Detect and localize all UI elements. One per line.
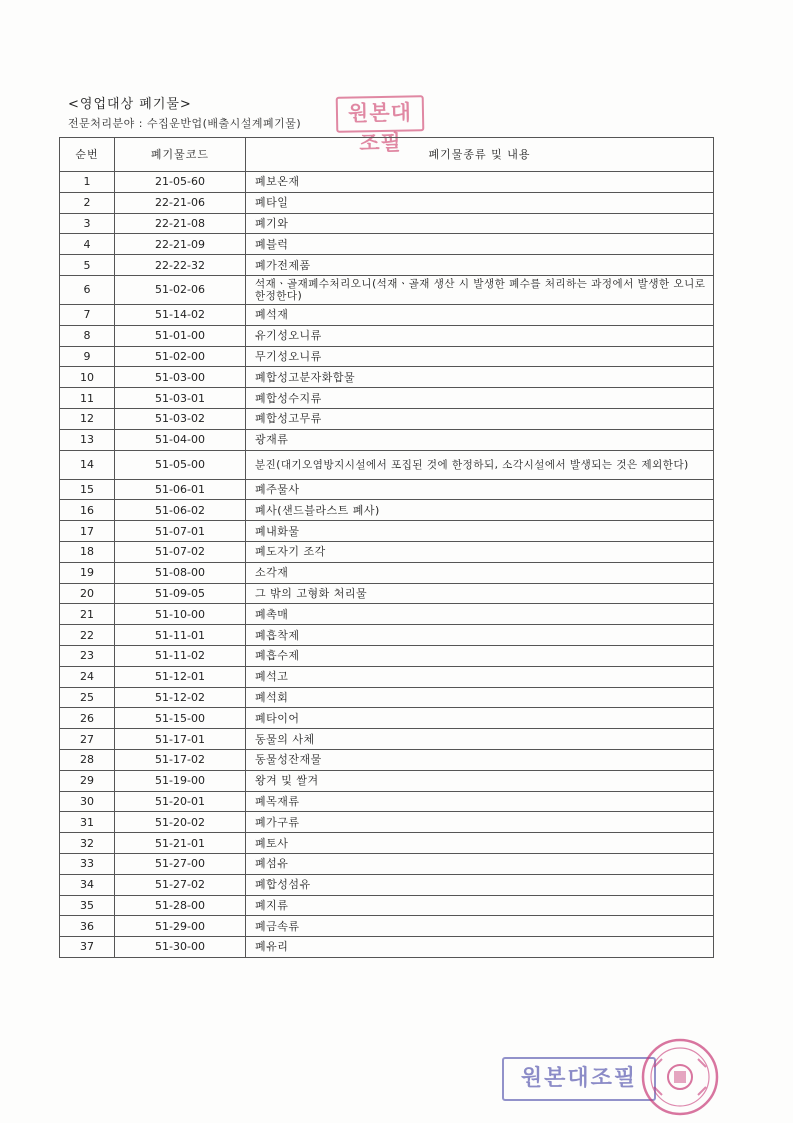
row-number: 24 — [60, 666, 115, 687]
waste-description: 폐촉매 — [246, 604, 714, 625]
row-number: 37 — [60, 937, 115, 958]
table-row — [60, 213, 714, 234]
waste-description: 동물의 사체 — [246, 729, 714, 750]
waste-code: 51-12-01 — [115, 666, 246, 687]
row-number: 31 — [60, 812, 115, 833]
table-row — [60, 255, 714, 276]
waste-code: 51-04-00 — [115, 429, 246, 450]
table-row — [60, 346, 714, 367]
waste-description: 광재류 — [246, 429, 714, 450]
table-row — [60, 275, 714, 304]
waste-description: 폐가구류 — [246, 812, 714, 833]
table-row — [60, 583, 714, 604]
waste-code: 22-21-08 — [115, 213, 246, 234]
waste-code: 51-14-02 — [115, 304, 246, 325]
table-row — [60, 304, 714, 325]
waste-description: 폐섬유 — [246, 853, 714, 874]
table-row — [60, 234, 714, 255]
waste-code: 51-08-00 — [115, 562, 246, 583]
table-body — [60, 172, 714, 958]
row-number: 9 — [60, 346, 115, 367]
waste-description: 폐합성섬유 — [246, 874, 714, 895]
table-row — [60, 325, 714, 346]
waste-description: 폐합성고분자화합물 — [246, 367, 714, 388]
waste-code: 51-03-01 — [115, 388, 246, 409]
table-row — [60, 367, 714, 388]
waste-code: 51-03-00 — [115, 367, 246, 388]
certified-copy-stamp-top: 원본대조필 — [336, 95, 425, 133]
table-row — [60, 874, 714, 895]
waste-description: 폐석고 — [246, 666, 714, 687]
row-number: 13 — [60, 429, 115, 450]
waste-description: 폐석재 — [246, 304, 714, 325]
official-seal-icon — [640, 1037, 720, 1117]
row-number: 18 — [60, 541, 115, 562]
row-number: 12 — [60, 408, 115, 429]
row-number: 15 — [60, 479, 115, 500]
waste-description: 폐지류 — [246, 895, 714, 916]
waste-code: 51-30-00 — [115, 937, 246, 958]
waste-description: 폐합성수지류 — [246, 388, 714, 409]
table-row — [60, 791, 714, 812]
row-number: 6 — [60, 275, 115, 304]
waste-description: 폐석회 — [246, 687, 714, 708]
waste-code: 51-17-02 — [115, 749, 246, 770]
row-number: 32 — [60, 833, 115, 854]
row-number: 21 — [60, 604, 115, 625]
waste-description: 소각재 — [246, 562, 714, 583]
waste-code: 51-01-00 — [115, 325, 246, 346]
row-number: 19 — [60, 562, 115, 583]
waste-description: 폐금속류 — [246, 916, 714, 937]
waste-code: 51-09-05 — [115, 583, 246, 604]
row-number: 28 — [60, 749, 115, 770]
table-row — [60, 812, 714, 833]
waste-code: 51-21-01 — [115, 833, 246, 854]
waste-description: 동물성잔재물 — [246, 749, 714, 770]
waste-description: 폐흡수제 — [246, 645, 714, 666]
row-number: 1 — [60, 172, 115, 193]
table-row — [60, 521, 714, 542]
waste-description: 폐흡착제 — [246, 625, 714, 646]
waste-code: 51-03-02 — [115, 408, 246, 429]
waste-code: 51-17-01 — [115, 729, 246, 750]
waste-description: 폐내화물 — [246, 521, 714, 542]
table-row — [60, 666, 714, 687]
waste-description: 폐타이어 — [246, 708, 714, 729]
row-number: 26 — [60, 708, 115, 729]
table-row — [60, 625, 714, 646]
waste-code: 51-20-02 — [115, 812, 246, 833]
row-number: 3 — [60, 213, 115, 234]
waste-description: 폐보온재 — [246, 172, 714, 193]
waste-code: 51-10-00 — [115, 604, 246, 625]
table-row — [60, 479, 714, 500]
waste-code: 51-11-02 — [115, 645, 246, 666]
row-number: 10 — [60, 367, 115, 388]
waste-code: 51-02-00 — [115, 346, 246, 367]
row-number: 36 — [60, 916, 115, 937]
row-number: 5 — [60, 255, 115, 276]
row-number: 22 — [60, 625, 115, 646]
waste-description: 폐사(샌드블라스트 폐사) — [246, 500, 714, 521]
row-number: 4 — [60, 234, 115, 255]
waste-description: 석재ㆍ골재폐수처리오니(석재ㆍ골재 생산 시 발생한 폐수를 처리하는 과정에서 발생한 오니로 한정한다) — [246, 275, 714, 304]
table-row — [60, 604, 714, 625]
waste-description: 폐가전제품 — [246, 255, 714, 276]
row-number: 33 — [60, 853, 115, 874]
table-row — [60, 429, 714, 450]
header-waste-code: 폐기물코드 — [115, 138, 246, 172]
document-title: <영업대상 폐기물> — [68, 97, 192, 112]
table-row — [60, 687, 714, 708]
table-row — [60, 562, 714, 583]
row-number: 11 — [60, 388, 115, 409]
table-header-row — [60, 138, 714, 172]
table-row — [60, 408, 714, 429]
table-row — [60, 172, 714, 193]
row-number: 34 — [60, 874, 115, 895]
waste-code: 51-19-00 — [115, 770, 246, 791]
row-number: 23 — [60, 645, 115, 666]
waste-code: 51-02-06 — [115, 275, 246, 304]
waste-description: 폐타일 — [246, 192, 714, 213]
waste-code: 51-27-02 — [115, 874, 246, 895]
waste-code: 51-11-01 — [115, 625, 246, 646]
table-row — [60, 388, 714, 409]
row-number: 2 — [60, 192, 115, 213]
waste-code: 51-06-02 — [115, 500, 246, 521]
waste-description: 유기성오니류 — [246, 325, 714, 346]
waste-code: 21-05-60 — [115, 172, 246, 193]
table-row — [60, 895, 714, 916]
table-row — [60, 708, 714, 729]
waste-code: 51-07-02 — [115, 541, 246, 562]
waste-description: 분진(대기오염방지시설에서 포집된 것에 한정하되, 소각시설에서 발생되는 것은 제외한다) — [246, 450, 714, 479]
row-number: 8 — [60, 325, 115, 346]
table-row — [60, 916, 714, 937]
row-number: 35 — [60, 895, 115, 916]
row-number: 14 — [60, 450, 115, 479]
row-number: 20 — [60, 583, 115, 604]
table-row — [60, 749, 714, 770]
row-number: 25 — [60, 687, 115, 708]
waste-description: 폐합성고무류 — [246, 408, 714, 429]
waste-description: 폐도자기 조각 — [246, 541, 714, 562]
header-waste-description: 폐기물종류 및 내용 — [246, 138, 714, 172]
table-row — [60, 450, 714, 479]
table-row — [60, 853, 714, 874]
table-row — [60, 192, 714, 213]
waste-description: 폐블럭 — [246, 234, 714, 255]
waste-code: 51-27-00 — [115, 853, 246, 874]
certified-copy-stamp-bottom: 원본대조필 — [502, 1057, 656, 1101]
table-row — [60, 500, 714, 521]
table-row — [60, 937, 714, 958]
waste-code: 22-22-32 — [115, 255, 246, 276]
table-row — [60, 541, 714, 562]
document-subtitle: 전문처리분야 : 수집운반업(배출시설계폐기물) — [68, 117, 302, 130]
table-row — [60, 729, 714, 750]
waste-code: 51-12-02 — [115, 687, 246, 708]
table-row — [60, 645, 714, 666]
waste-code: 51-07-01 — [115, 521, 246, 542]
waste-description: 폐주물사 — [246, 479, 714, 500]
waste-description: 그 밖의 고형화 처리물 — [246, 583, 714, 604]
waste-description: 폐토사 — [246, 833, 714, 854]
row-number: 7 — [60, 304, 115, 325]
table-row — [60, 833, 714, 854]
waste-code: 51-28-00 — [115, 895, 246, 916]
row-number: 30 — [60, 791, 115, 812]
waste-table — [59, 137, 714, 958]
waste-code: 22-21-06 — [115, 192, 246, 213]
waste-description: 폐유리 — [246, 937, 714, 958]
row-number: 27 — [60, 729, 115, 750]
waste-code: 51-29-00 — [115, 916, 246, 937]
row-number: 17 — [60, 521, 115, 542]
waste-code: 51-05-00 — [115, 450, 246, 479]
table-row — [60, 770, 714, 791]
row-number: 29 — [60, 770, 115, 791]
waste-description: 폐기와 — [246, 213, 714, 234]
header-number: 순번 — [60, 138, 115, 172]
waste-description: 왕겨 및 쌀겨 — [246, 770, 714, 791]
waste-description: 무기성오니류 — [246, 346, 714, 367]
waste-code: 51-20-01 — [115, 791, 246, 812]
waste-code: 51-06-01 — [115, 479, 246, 500]
waste-code: 22-21-09 — [115, 234, 246, 255]
waste-description: 폐목재류 — [246, 791, 714, 812]
row-number: 16 — [60, 500, 115, 521]
waste-code: 51-15-00 — [115, 708, 246, 729]
